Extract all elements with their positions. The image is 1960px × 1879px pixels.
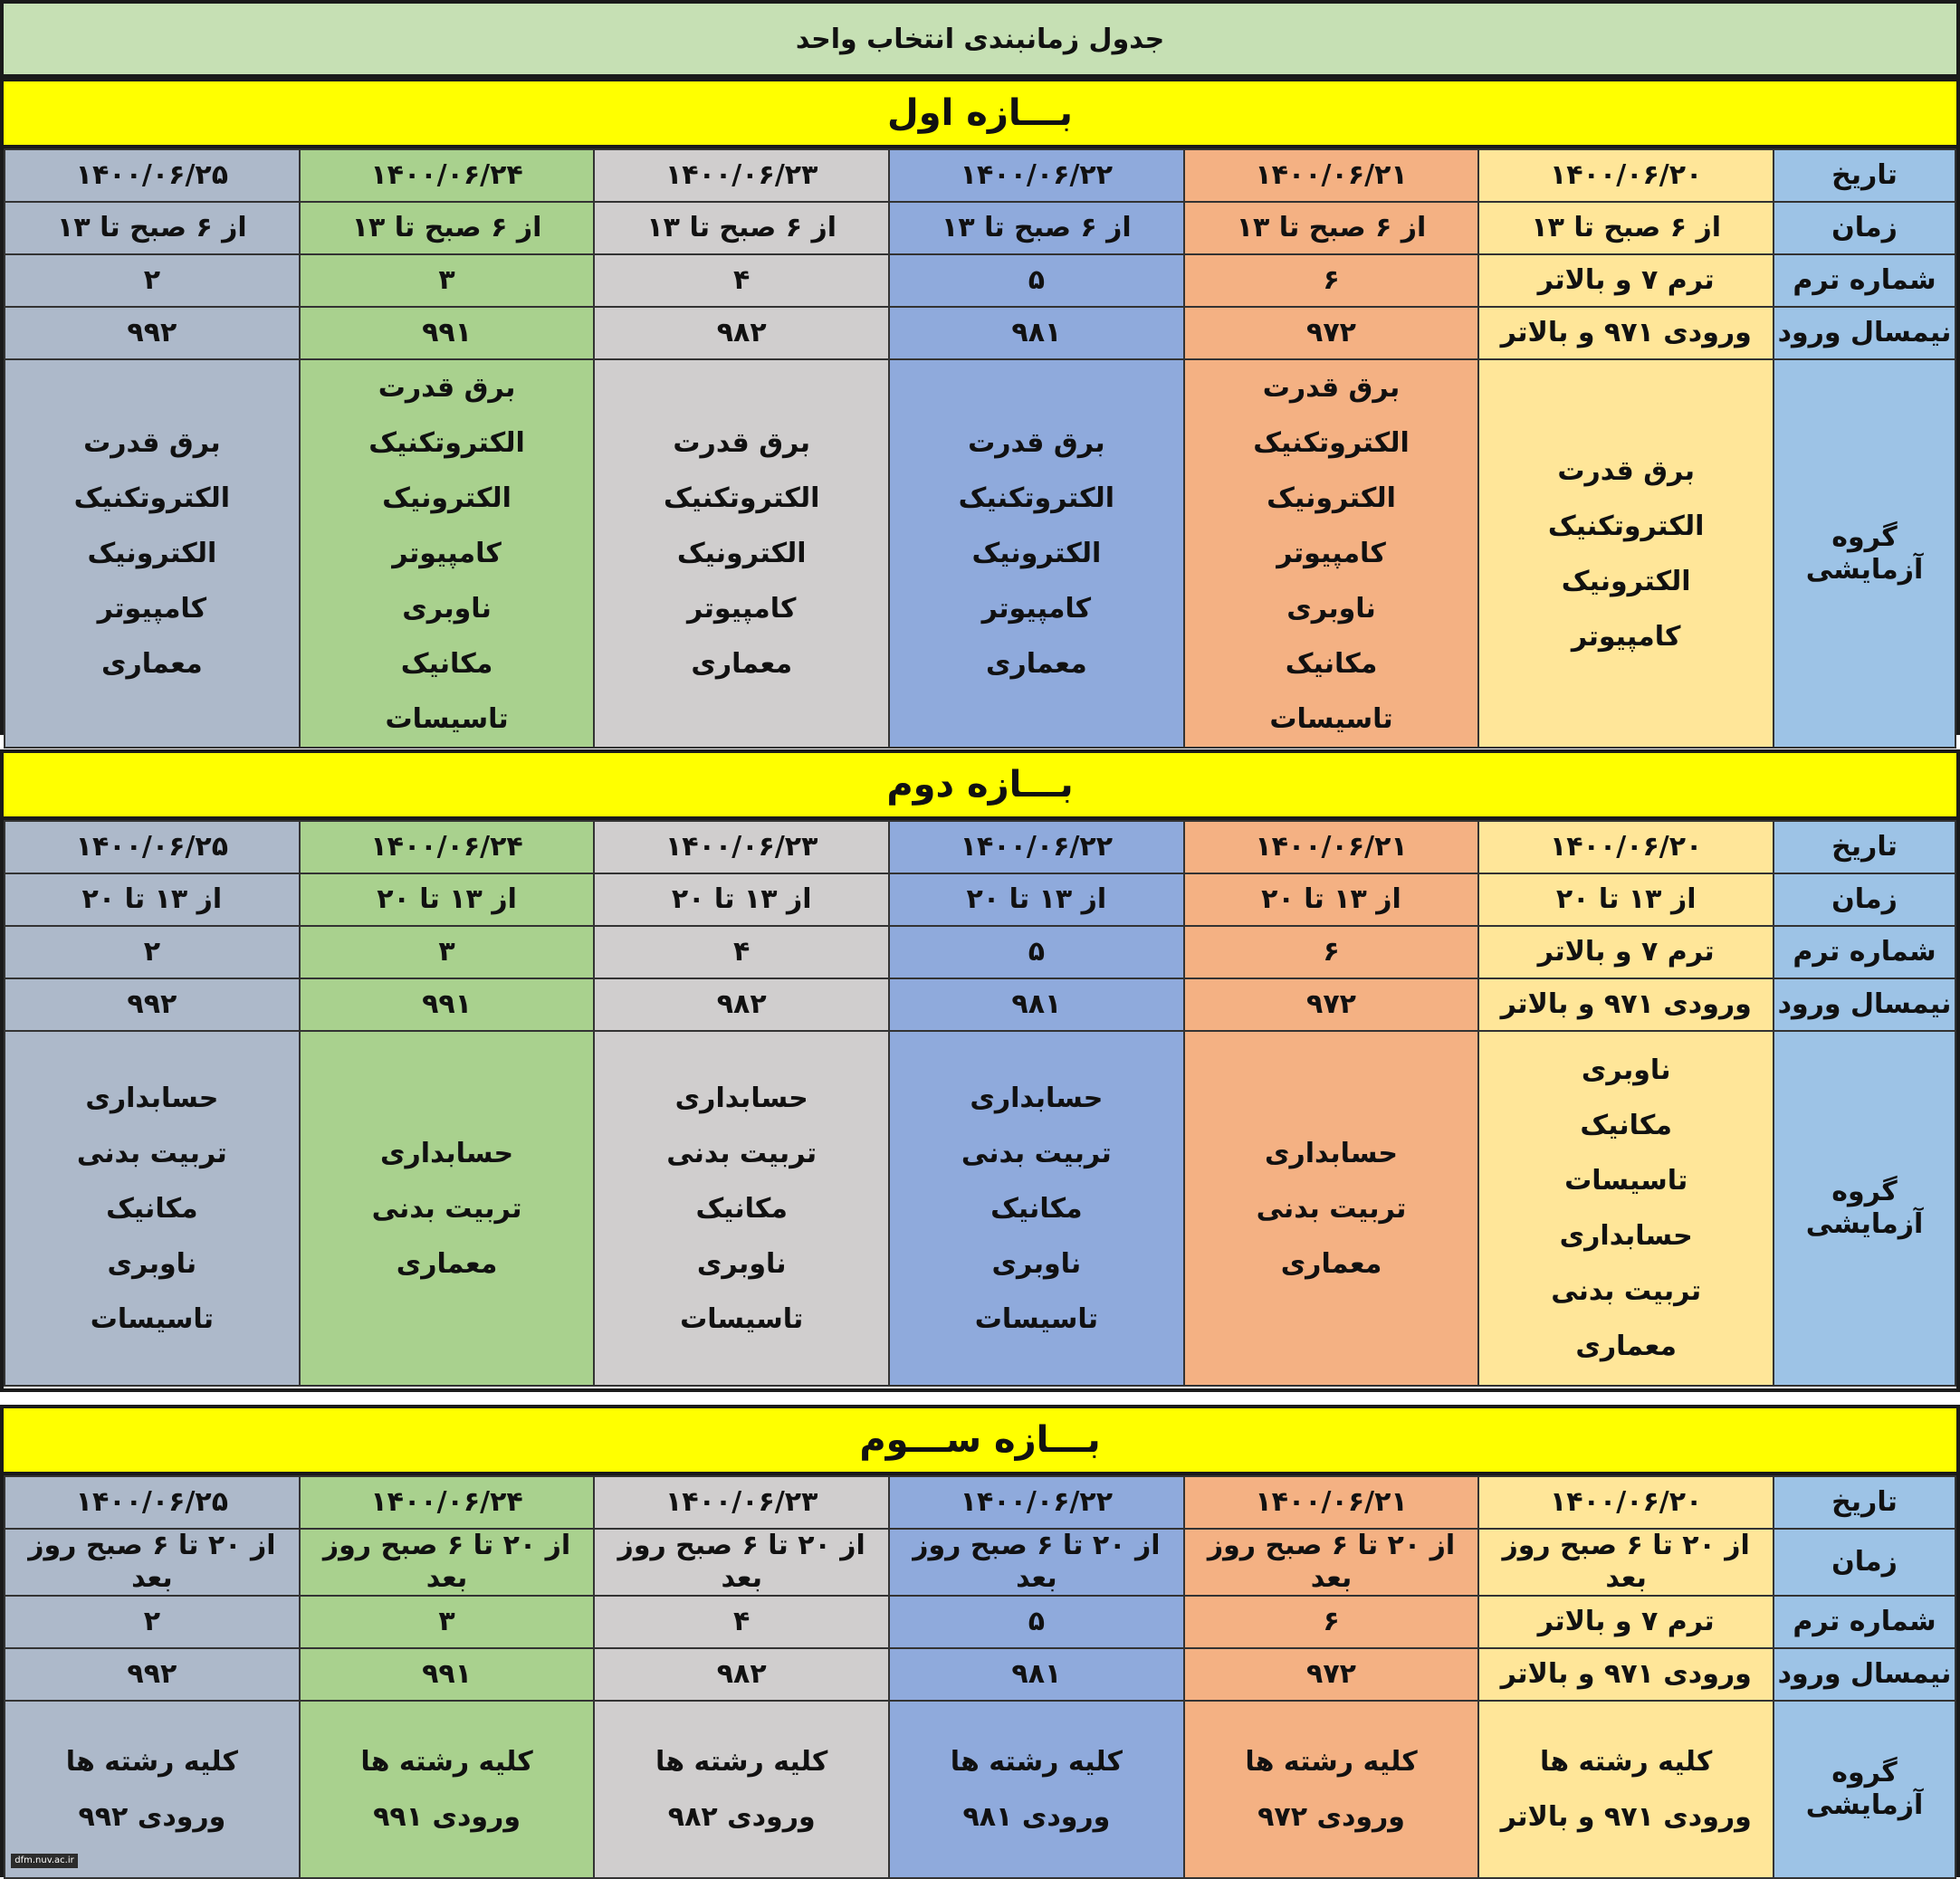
- group-cell: [594, 1031, 889, 1386]
- group-item: کلیه رشته ها: [65, 1746, 239, 1778]
- term-cell: ترم ۷ و بالاتر: [1478, 1596, 1774, 1648]
- entry-cell: ۹۸۲: [594, 307, 889, 359]
- time-cell: از ۲۰ تا ۶ صبح روز بعد: [5, 1529, 300, 1596]
- time-label: زمان: [1774, 873, 1955, 926]
- date-cell: ۱۴۰۰/۰۶/۲۴: [300, 149, 595, 202]
- group-item: ورودی ۹۸۱: [962, 1801, 1111, 1833]
- group-item: الکتروتکنیک: [663, 482, 820, 514]
- date-cell: ۱۴۰۰/۰۶/۲۱: [1184, 149, 1479, 202]
- group-item: حسابداری: [85, 1082, 219, 1114]
- group-item: حسابداری: [1264, 1137, 1399, 1169]
- group-item: ناوبری: [696, 1247, 787, 1280]
- group-cell: [5, 1701, 300, 1878]
- group-item: حسابداری: [1559, 1220, 1693, 1252]
- group-item: الکتروتکنیک: [958, 482, 1115, 514]
- group-item: ناوبری: [1581, 1054, 1671, 1086]
- time-cell: از ۲۰ تا ۶ صبح روز بعد: [1184, 1529, 1479, 1596]
- date-label: تاریخ: [1774, 1476, 1955, 1529]
- group-item: کلیه رشته ها: [1245, 1746, 1418, 1778]
- time-cell: از ۱۳ تا ۲۰: [1184, 873, 1479, 926]
- date-cell: ۱۴۰۰/۰۶/۲۳: [594, 149, 889, 202]
- group-item: مکانیک: [400, 648, 493, 680]
- group-item: الکتروتکنیک: [1253, 427, 1410, 459]
- date-cell: ۱۴۰۰/۰۶/۲۲: [889, 1476, 1184, 1529]
- group-item: ورودی ۹۹۲: [78, 1801, 226, 1833]
- group-label: گروه آزمایشی: [1774, 1701, 1955, 1878]
- group-item: معماری: [396, 1247, 498, 1280]
- term-cell: ۴: [594, 1596, 889, 1648]
- entry-cell: ۹۷۲: [1184, 1648, 1479, 1701]
- time-cell: از ۱۳ تا ۲۰: [594, 873, 889, 926]
- term-cell: ۲: [5, 254, 300, 307]
- group-item: ورودی ۹۷۱ و بالاتر: [1500, 1801, 1752, 1833]
- group-item: ورودی ۹۸۲: [667, 1801, 816, 1833]
- group-label: گروه آزمایشی: [1774, 1031, 1955, 1386]
- group-item: کلیه رشته ها: [655, 1746, 828, 1778]
- time-cell: از ۱۳ تا ۲۰: [889, 873, 1184, 926]
- group-cell: [300, 359, 595, 748]
- term-cell: ۳: [300, 926, 595, 978]
- group-item: برق قدرت: [83, 427, 221, 459]
- group-item: کلیه رشته ها: [360, 1746, 533, 1778]
- group-item: مکانیک: [990, 1192, 1083, 1225]
- date-cell: ۱۴۰۰/۰۶/۲۴: [300, 1476, 595, 1529]
- group-item: مکانیک: [106, 1192, 198, 1225]
- group-cell: [1184, 1701, 1479, 1878]
- schedule-table: [4, 148, 1956, 749]
- group-cell: [889, 359, 1184, 748]
- entry-row: [5, 1648, 1955, 1701]
- group-item: برق قدرت: [1557, 454, 1695, 487]
- entry-label: نیمسال ورود: [1774, 1648, 1955, 1701]
- date-row: [5, 149, 1955, 202]
- group-item: تربیت بدنی: [666, 1137, 817, 1169]
- date-cell: ۱۴۰۰/۰۶/۲۳: [594, 821, 889, 873]
- group-cell: [5, 359, 300, 748]
- entry-cell: ۹۹۱: [300, 307, 595, 359]
- date-row: [5, 1476, 1955, 1529]
- date-label: تاریخ: [1774, 821, 1955, 873]
- group-cell: [300, 1031, 595, 1386]
- entry-cell: ورودی ۹۷۱ و بالاتر: [1478, 307, 1774, 359]
- term-cell: ۴: [594, 254, 889, 307]
- time-row: [5, 1529, 1955, 1596]
- date-cell: ۱۴۰۰/۰۶/۲۵: [5, 1476, 300, 1529]
- time-row: [5, 873, 1955, 926]
- group-item: برق قدرت: [378, 372, 516, 404]
- date-cell: ۱۴۰۰/۰۶/۲۲: [889, 149, 1184, 202]
- group-item: حسابداری: [380, 1137, 514, 1169]
- group-cell: [594, 359, 889, 748]
- group-cell: [1478, 1701, 1774, 1878]
- group-item: کامپیوتر: [686, 593, 797, 625]
- date-cell: ۱۴۰۰/۰۶/۲۳: [594, 1476, 889, 1529]
- group-item: الکترونیک: [87, 538, 217, 569]
- time-cell: از ۱۳ تا ۲۰: [5, 873, 300, 926]
- group-item: تاسیسات: [1564, 1165, 1688, 1197]
- entry-cell: ۹۹۲: [5, 978, 300, 1031]
- term-label: شماره ترم: [1774, 254, 1955, 307]
- group-item: حسابداری: [674, 1082, 808, 1114]
- group-cell: [1184, 1031, 1479, 1386]
- group-item: تاسیسات: [385, 703, 509, 735]
- group-cell: [5, 1031, 300, 1386]
- group-item: ناوبری: [991, 1247, 1082, 1280]
- group-cell: [889, 1031, 1184, 1386]
- group-item: کامپیوتر: [1571, 620, 1681, 653]
- term-row: [5, 254, 1955, 307]
- entry-cell: ۹۸۱: [889, 1648, 1184, 1701]
- group-item: تاسیسات: [680, 1302, 804, 1335]
- entry-cell: ورودی ۹۷۱ و بالاتر: [1478, 1648, 1774, 1701]
- group-cell: [1184, 359, 1479, 748]
- group-item: الکتروتکنیک: [1547, 510, 1705, 542]
- group-item: مکانیک: [1285, 648, 1378, 680]
- group-item: تربیت بدنی: [371, 1192, 522, 1225]
- group-cell: [1478, 359, 1774, 748]
- group-row: [5, 359, 1955, 748]
- section-third-period: [0, 1405, 1960, 1877]
- term-cell: ترم ۷ و بالاتر: [1478, 926, 1774, 978]
- time-cell: از ۲۰ تا ۶ صبح روز بعد: [594, 1529, 889, 1596]
- date-row: [5, 821, 1955, 873]
- entry-cell: ورودی ۹۷۱ و بالاتر: [1478, 978, 1774, 1031]
- group-item: تربیت بدنی: [1256, 1192, 1407, 1225]
- group-item: الکترونیک: [1267, 482, 1396, 514]
- date-cell: ۱۴۰۰/۰۶/۲۰: [1478, 149, 1774, 202]
- group-item: ناوبری: [1286, 593, 1376, 625]
- group-item: کامپیوتر: [1276, 538, 1386, 569]
- term-cell: ۳: [300, 254, 595, 307]
- group-item: برق قدرت: [968, 427, 1105, 459]
- entry-row: [5, 307, 1955, 359]
- group-cell: [1478, 1031, 1774, 1386]
- date-cell: ۱۴۰۰/۰۶/۲۲: [889, 821, 1184, 873]
- time-cell: از ۶ صبح تا ۱۳: [594, 202, 889, 254]
- group-item: ناوبری: [402, 593, 492, 625]
- page-title: جدول زمانبندی انتخاب واحد: [0, 0, 1960, 78]
- section-title: بـــازه اول: [4, 81, 1956, 148]
- date-cell: ۱۴۰۰/۰۶/۲۰: [1478, 1476, 1774, 1529]
- term-cell: ۶: [1184, 1596, 1479, 1648]
- term-cell: ۵: [889, 1596, 1184, 1648]
- entry-cell: ۹۹۱: [300, 978, 595, 1031]
- term-cell: ۶: [1184, 254, 1479, 307]
- section-title: بـــازه ســـوم: [4, 1408, 1956, 1475]
- date-cell: ۱۴۰۰/۰۶/۲۵: [5, 821, 300, 873]
- date-cell: ۱۴۰۰/۰۶/۲۵: [5, 149, 300, 202]
- group-cell: [889, 1701, 1184, 1878]
- term-cell: ۵: [889, 254, 1184, 307]
- group-item: الکترونیک: [971, 538, 1102, 569]
- date-cell: ۱۴۰۰/۰۶/۲۱: [1184, 1476, 1479, 1529]
- group-item: معماری: [1280, 1247, 1382, 1280]
- term-cell: ۵: [889, 926, 1184, 978]
- date-cell: ۱۴۰۰/۰۶/۲۴: [300, 821, 595, 873]
- group-item: تاسیسات: [974, 1302, 1098, 1335]
- term-cell: ۶: [1184, 926, 1479, 978]
- group-label: گروه آزمایشی: [1774, 359, 1955, 748]
- group-item: حسابداری: [970, 1082, 1104, 1114]
- time-cell: از ۶ صبح تا ۱۳: [1478, 202, 1774, 254]
- group-item: کلیه رشته ها: [1540, 1746, 1713, 1778]
- entry-row: [5, 978, 1955, 1031]
- entry-cell: ۹۸۲: [594, 1648, 889, 1701]
- group-row: [5, 1701, 1955, 1878]
- group-item: مکانیک: [695, 1192, 788, 1225]
- entry-cell: ۹۹۲: [5, 307, 300, 359]
- group-item: ورودی ۹۹۱: [373, 1801, 521, 1833]
- group-item: معماری: [1575, 1331, 1677, 1362]
- time-row: [5, 202, 1955, 254]
- entry-cell: ۹۷۲: [1184, 978, 1479, 1031]
- group-item: الکترونیک: [676, 538, 807, 569]
- group-item: تربیت بدنی: [961, 1137, 1112, 1169]
- date-label: تاریخ: [1774, 149, 1955, 202]
- term-cell: ترم ۷ و بالاتر: [1478, 254, 1774, 307]
- section-first-period: [0, 78, 1960, 735]
- term-row: [5, 1596, 1955, 1648]
- group-item: معماری: [986, 648, 1087, 680]
- term-label: شماره ترم: [1774, 1596, 1955, 1648]
- group-item: تاسیسات: [1269, 703, 1393, 735]
- group-item: تاسیسات: [90, 1302, 214, 1335]
- time-cell: از ۶ صبح تا ۱۳: [889, 202, 1184, 254]
- group-item: مکانیک: [1580, 1110, 1672, 1141]
- group-row: [5, 1031, 1955, 1386]
- entry-cell: ۹۸۲: [594, 978, 889, 1031]
- date-cell: ۱۴۰۰/۰۶/۲۱: [1184, 821, 1479, 873]
- group-item: کامپیوتر: [97, 593, 207, 625]
- group-cell: [594, 1701, 889, 1878]
- group-item: تربیت بدنی: [1551, 1275, 1702, 1307]
- entry-label: نیمسال ورود: [1774, 307, 1955, 359]
- entry-cell: ۹۷۲: [1184, 307, 1479, 359]
- schedule-table: [4, 1475, 1956, 1879]
- term-row: [5, 926, 1955, 978]
- site-watermark: dfm.nuv.ac.ir: [11, 1854, 78, 1868]
- group-item: معماری: [691, 648, 793, 680]
- time-cell: از ۶ صبح تا ۱۳: [300, 202, 595, 254]
- time-label: زمان: [1774, 1529, 1955, 1596]
- schedule-table: [4, 820, 1956, 1387]
- group-item: الکتروتکنیک: [368, 427, 525, 459]
- time-label: زمان: [1774, 202, 1955, 254]
- term-cell: ۳: [300, 1596, 595, 1648]
- section-second-period: [0, 749, 1960, 1392]
- term-cell: ۴: [594, 926, 889, 978]
- date-cell: ۱۴۰۰/۰۶/۲۰: [1478, 821, 1774, 873]
- entry-label: نیمسال ورود: [1774, 978, 1955, 1031]
- term-cell: ۲: [5, 1596, 300, 1648]
- term-cell: ۲: [5, 926, 300, 978]
- time-cell: از ۲۰ تا ۶ صبح روز بعد: [889, 1529, 1184, 1596]
- group-item: الکتروتکنیک: [73, 482, 231, 514]
- group-item: ورودی ۹۷۲: [1257, 1801, 1405, 1833]
- group-item: کامپیوتر: [392, 538, 502, 569]
- entry-cell: ۹۸۱: [889, 307, 1184, 359]
- group-cell: [300, 1701, 595, 1878]
- group-item: کامپیوتر: [981, 593, 1092, 625]
- entry-cell: ۹۹۱: [300, 1648, 595, 1701]
- group-item: کلیه رشته ها: [950, 1746, 1123, 1778]
- time-cell: از ۱۳ تا ۲۰: [300, 873, 595, 926]
- time-cell: از ۲۰ تا ۶ صبح روز بعد: [300, 1529, 595, 1596]
- section-title: بـــازه دوم: [4, 753, 1956, 820]
- time-cell: از ۶ صبح تا ۱۳: [5, 202, 300, 254]
- term-label: شماره ترم: [1774, 926, 1955, 978]
- group-item: الکترونیک: [382, 482, 512, 514]
- time-cell: از ۲۰ تا ۶ صبح روز بعد: [1478, 1529, 1774, 1596]
- group-item: برق قدرت: [1262, 372, 1401, 404]
- group-item: برق قدرت: [673, 427, 810, 459]
- entry-cell: ۹۹۲: [5, 1648, 300, 1701]
- entry-cell: ۹۸۱: [889, 978, 1184, 1031]
- group-item: ناوبری: [107, 1247, 197, 1280]
- group-item: تربیت بدنی: [76, 1137, 227, 1169]
- time-cell: از ۱۳ تا ۲۰: [1478, 873, 1774, 926]
- time-cell: از ۶ صبح تا ۱۳: [1184, 202, 1479, 254]
- group-item: معماری: [101, 648, 203, 680]
- group-item: الکترونیک: [1561, 565, 1691, 597]
